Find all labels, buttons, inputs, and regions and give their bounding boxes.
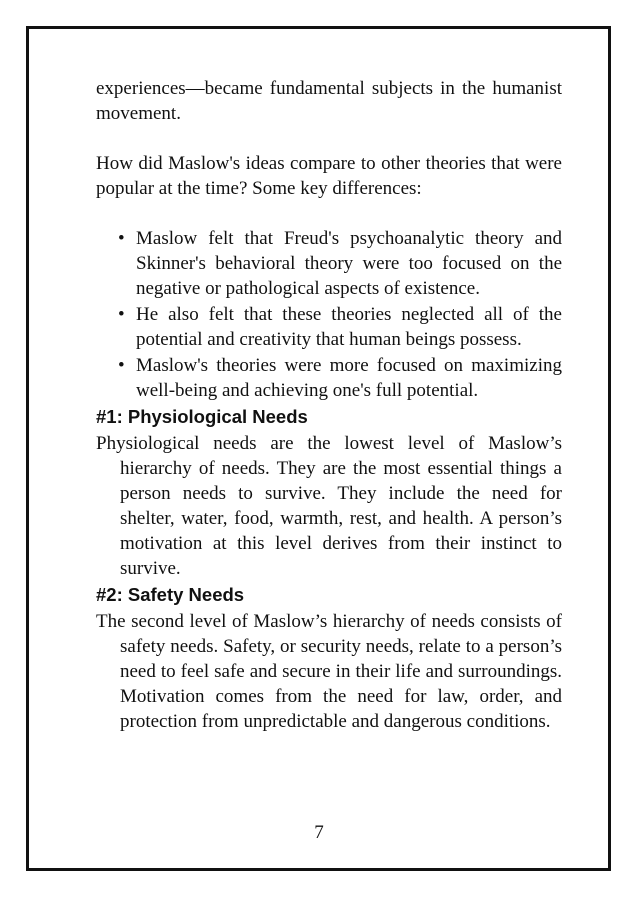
- section-heading-physiological: #1: Physiological Needs: [96, 406, 308, 427]
- differences-list: [96, 226, 562, 403]
- section-body-physiological: Physiological needs are the lowest level of Maslow’s hierarchy of needs. They are the most essential things a person needs to survive. They include the need for shelter, water, food, warmth, rest, and health. A person’s motivation at this level derives from their instinct to survive.: [96, 433, 562, 579]
- section-body-safety: The second level of Maslow’s hierarchy of needs consists of safety needs. Safety, or security needs, relate to a person’s need to feel safe and secure in their life and surroundings. Motivation comes from the need for law, order, and protection from unpredictable and dangerous conditions.: [96, 611, 562, 732]
- page-content: [96, 76, 562, 734]
- page-number: 7: [314, 822, 324, 843]
- list-item: • Maslow's theories were more focused on maximizing well-being and achieving one's full potential.: [136, 353, 562, 403]
- section-heading-safety: #2: Safety Needs: [96, 584, 245, 605]
- intro-paragraph: experiences—became fundamental subjects in the humanist movement.: [96, 78, 562, 124]
- question-paragraph: How did Maslow's ideas compare to other theories that were popular at the time? Some key differences:: [96, 153, 562, 199]
- list-item: • He also felt that these theories neglected all of the potential and creativity that human beings possess.: [136, 302, 562, 352]
- list-item: • Maslow felt that Freud's psychoanalytic theory and Skinner's behavioral theory were too focused on the negative or pathological aspects of existence.: [136, 226, 562, 301]
